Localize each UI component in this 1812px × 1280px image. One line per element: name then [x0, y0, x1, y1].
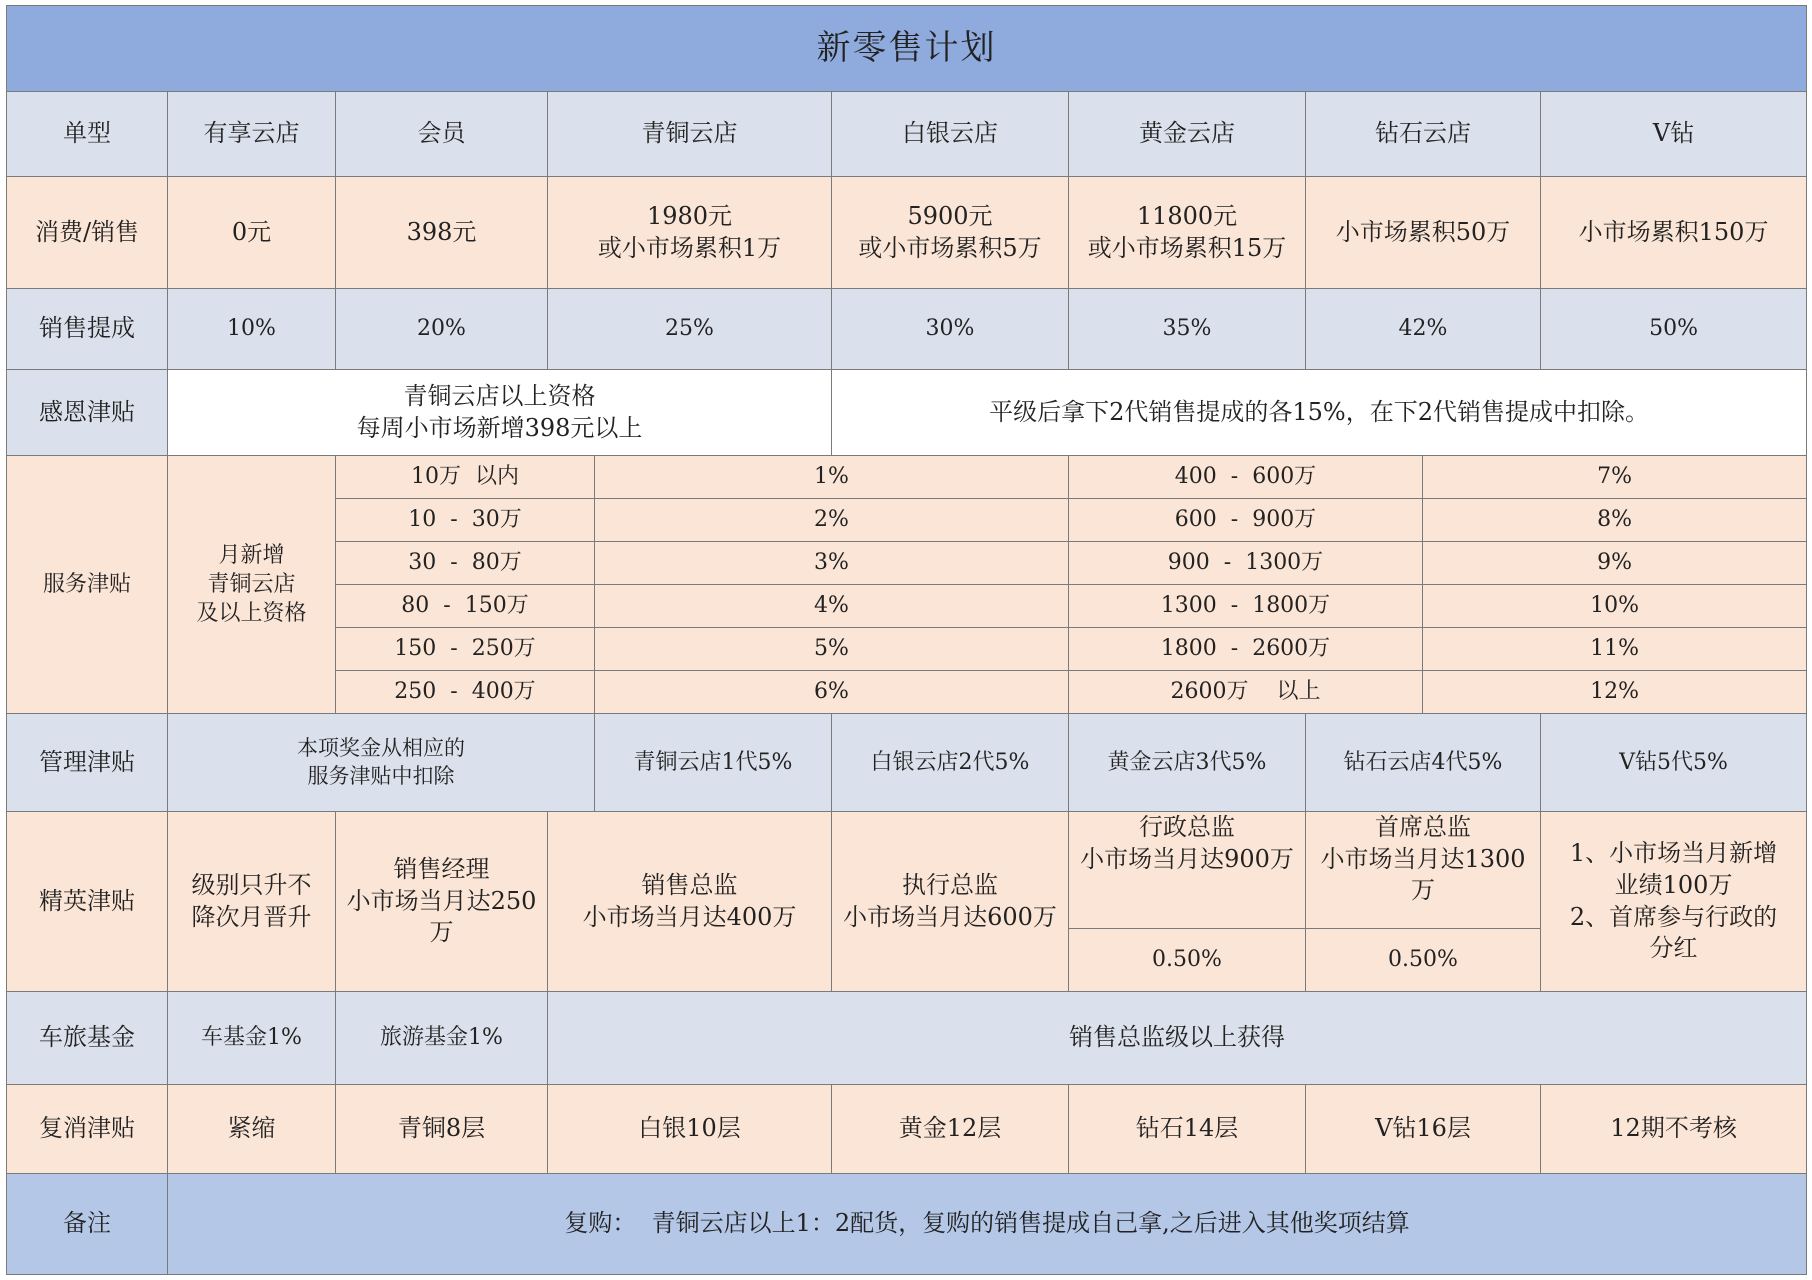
commission-cell: 30%: [832, 289, 1069, 370]
repurchase-cell: V钻16层: [1306, 1085, 1541, 1174]
row-label: 服务津贴: [7, 456, 168, 714]
row-label: 备注: [7, 1174, 168, 1275]
cell-line: 小市场累积50万: [1335, 217, 1511, 246]
service-rate: 12%: [1423, 671, 1807, 714]
service-range: 10万 以内: [336, 456, 595, 499]
header-label: 单型: [7, 92, 168, 177]
service-range: 10 - 30万: [336, 499, 595, 542]
service-row: [7, 456, 1807, 499]
elite-exec-director: [832, 812, 1069, 992]
repurchase-cell: 钻石14层: [1069, 1085, 1306, 1174]
cell-line: 服务津贴中扣除: [307, 763, 455, 788]
consumption-cell: [1069, 177, 1306, 289]
gratitude-rule: 平级后拿下2代销售提成的各15%，在下2代销售提成中扣除。: [832, 370, 1807, 456]
tier-header: V钻: [1541, 92, 1807, 177]
cell-line: 青铜云店以上资格: [403, 381, 596, 410]
cell-line: 级别只升不: [191, 870, 312, 899]
cell-line: 小市场当月达1300: [1320, 844, 1526, 873]
service-rate: 2%: [595, 499, 1069, 542]
elite-chief-director: [1306, 812, 1541, 929]
cell-line: 或小市场累积1万: [597, 233, 782, 262]
gratitude-condition: [168, 370, 832, 456]
cell-line: 小市场当月达250万: [346, 886, 537, 947]
elite-rule: [168, 812, 336, 992]
row-label: 精英津贴: [7, 812, 168, 992]
row-label: 感恩津贴: [7, 370, 168, 456]
consumption-cell: [168, 177, 336, 289]
row-label: 车旅基金: [7, 992, 168, 1085]
cell-line: 行政总监: [1139, 813, 1235, 841]
cell-line: 分红: [1649, 934, 1698, 963]
new-retail-plan-table: [6, 5, 1807, 1275]
service-range: 900 - 1300万: [1069, 542, 1423, 585]
tier-header: 黄金云店: [1069, 92, 1306, 177]
remark-text: 复购： 青铜云店以上1：2配货，复购的销售提成自己拿,之后进入其他奖项结算: [168, 1174, 1807, 1275]
tier-header: 白银云店: [832, 92, 1069, 177]
elite-chief-rate: 0.50%: [1306, 929, 1541, 992]
consumption-cell: [1541, 177, 1807, 289]
commission-cell: 20%: [336, 289, 548, 370]
tier-header: 钻石云店: [1306, 92, 1541, 177]
consumption-row: [7, 177, 1807, 289]
elite-vdiamond: [1541, 812, 1807, 992]
consumption-cell: [1306, 177, 1541, 289]
cell-line: 小市场当月达400万: [582, 902, 797, 931]
travel-trip: 旅游基金1%: [336, 992, 548, 1085]
row-label: 销售提成: [7, 289, 168, 370]
cell-line: 398元: [406, 217, 477, 246]
commission-cell: 35%: [1069, 289, 1306, 370]
cell-line: 月新增: [218, 542, 285, 568]
service-rate: 5%: [595, 628, 1069, 671]
cell-line: 5900元: [907, 201, 993, 230]
commission-cell: 10%: [168, 289, 336, 370]
service-range: 2600万 以上: [1069, 671, 1423, 714]
management-cell: 钻石云店4代5%: [1306, 714, 1541, 812]
tier-header: 有享云店: [168, 92, 336, 177]
commission-cell: 25%: [548, 289, 832, 370]
cell-line: 执行总监: [902, 870, 998, 899]
service-range: 1300 - 1800万: [1069, 585, 1423, 628]
elite-row: [7, 812, 1807, 929]
page-title: 新零售计划: [7, 6, 1807, 92]
management-cell: 青铜云店1代5%: [595, 714, 832, 812]
cell-line: 销售经理: [393, 854, 490, 883]
repurchase-cell: 青铜8层: [336, 1085, 548, 1174]
cell-line: 1、小市场当月新增: [1569, 839, 1778, 868]
commission-cell: 50%: [1541, 289, 1807, 370]
tier-header: 会员: [336, 92, 548, 177]
service-rate: 8%: [1423, 499, 1807, 542]
management-cell: 黄金云店3代5%: [1069, 714, 1306, 812]
cell-line: 小市场当月达600万: [843, 902, 1057, 931]
elite-admin-rate: 0.50%: [1069, 929, 1306, 992]
service-range: 30 - 80万: [336, 542, 595, 585]
management-cell: 白银云店2代5%: [832, 714, 1069, 812]
cell-line: 万: [1411, 876, 1435, 905]
service-rate: 7%: [1423, 456, 1807, 499]
service-range: 1800 - 2600万: [1069, 628, 1423, 671]
repurchase-row: [7, 1085, 1807, 1174]
service-rate: 3%: [595, 542, 1069, 585]
management-cell: V钻5代5%: [1541, 714, 1807, 812]
service-rate: 4%: [595, 585, 1069, 628]
cell-line: 业绩100万: [1614, 870, 1733, 899]
management-row: [7, 714, 1807, 812]
cell-line: 11800元: [1136, 201, 1238, 230]
commission-cell: 42%: [1306, 289, 1541, 370]
cell-line: 小市场当月达900万: [1080, 844, 1294, 873]
tier-header: 青铜云店: [548, 92, 832, 177]
cell-line: 2、首席参与行政的: [1569, 902, 1778, 931]
cell-line: 降次月晋升: [191, 902, 312, 931]
service-rate: 1%: [595, 456, 1069, 499]
gratitude-row: [7, 370, 1807, 456]
management-note: [168, 714, 595, 812]
commission-row: [7, 289, 1807, 370]
row-label: 管理津贴: [7, 714, 168, 812]
service-condition: [168, 456, 336, 714]
elite-admin-director: [1069, 812, 1306, 929]
cell-line: 销售总监: [641, 870, 738, 899]
elite-sales-director: [548, 812, 832, 992]
service-range: 600 - 900万: [1069, 499, 1423, 542]
service-range: 250 - 400万: [336, 671, 595, 714]
consumption-cell: [832, 177, 1069, 289]
row-label: 复消津贴: [7, 1085, 168, 1174]
repurchase-cell: 黄金12层: [832, 1085, 1069, 1174]
header-row: [7, 92, 1807, 177]
elite-sales-manager: [336, 812, 548, 992]
consumption-cell: [548, 177, 832, 289]
cell-line: 或小市场累积5万: [858, 233, 1042, 262]
cell-line: 本项奖金从相应的: [297, 735, 465, 760]
cell-line: 或小市场累积15万: [1087, 233, 1287, 262]
cell-line: 0元: [231, 217, 272, 246]
service-rate: 10%: [1423, 585, 1807, 628]
repurchase-cell: 紧缩: [168, 1085, 336, 1174]
repurchase-cell: 12期不考核: [1541, 1085, 1807, 1174]
consumption-cell: [336, 177, 548, 289]
remark-row: [7, 1174, 1807, 1275]
service-range: 150 - 250万: [336, 628, 595, 671]
cell-line: 每周小市场新增398元以上: [356, 413, 643, 442]
cell-line: 小市场累积150万: [1578, 217, 1769, 246]
travel-row: [7, 992, 1807, 1085]
repurchase-cell: 白银10层: [548, 1085, 832, 1174]
travel-car: 车基金1%: [168, 992, 336, 1085]
service-rate: 6%: [595, 671, 1069, 714]
cell-line: 青铜云店: [207, 571, 296, 597]
cell-line: 首席总监: [1375, 813, 1471, 841]
service-range: 80 - 150万: [336, 585, 595, 628]
cell-line: 1980元: [646, 201, 733, 230]
row-label: 消费/销售: [7, 177, 168, 289]
cell-line: 及以上资格: [196, 601, 307, 627]
travel-condition: 销售总监级以上获得: [548, 992, 1807, 1085]
service-range: 400 - 600万: [1069, 456, 1423, 499]
service-rate: 11%: [1423, 628, 1807, 671]
service-rate: 9%: [1423, 542, 1807, 585]
